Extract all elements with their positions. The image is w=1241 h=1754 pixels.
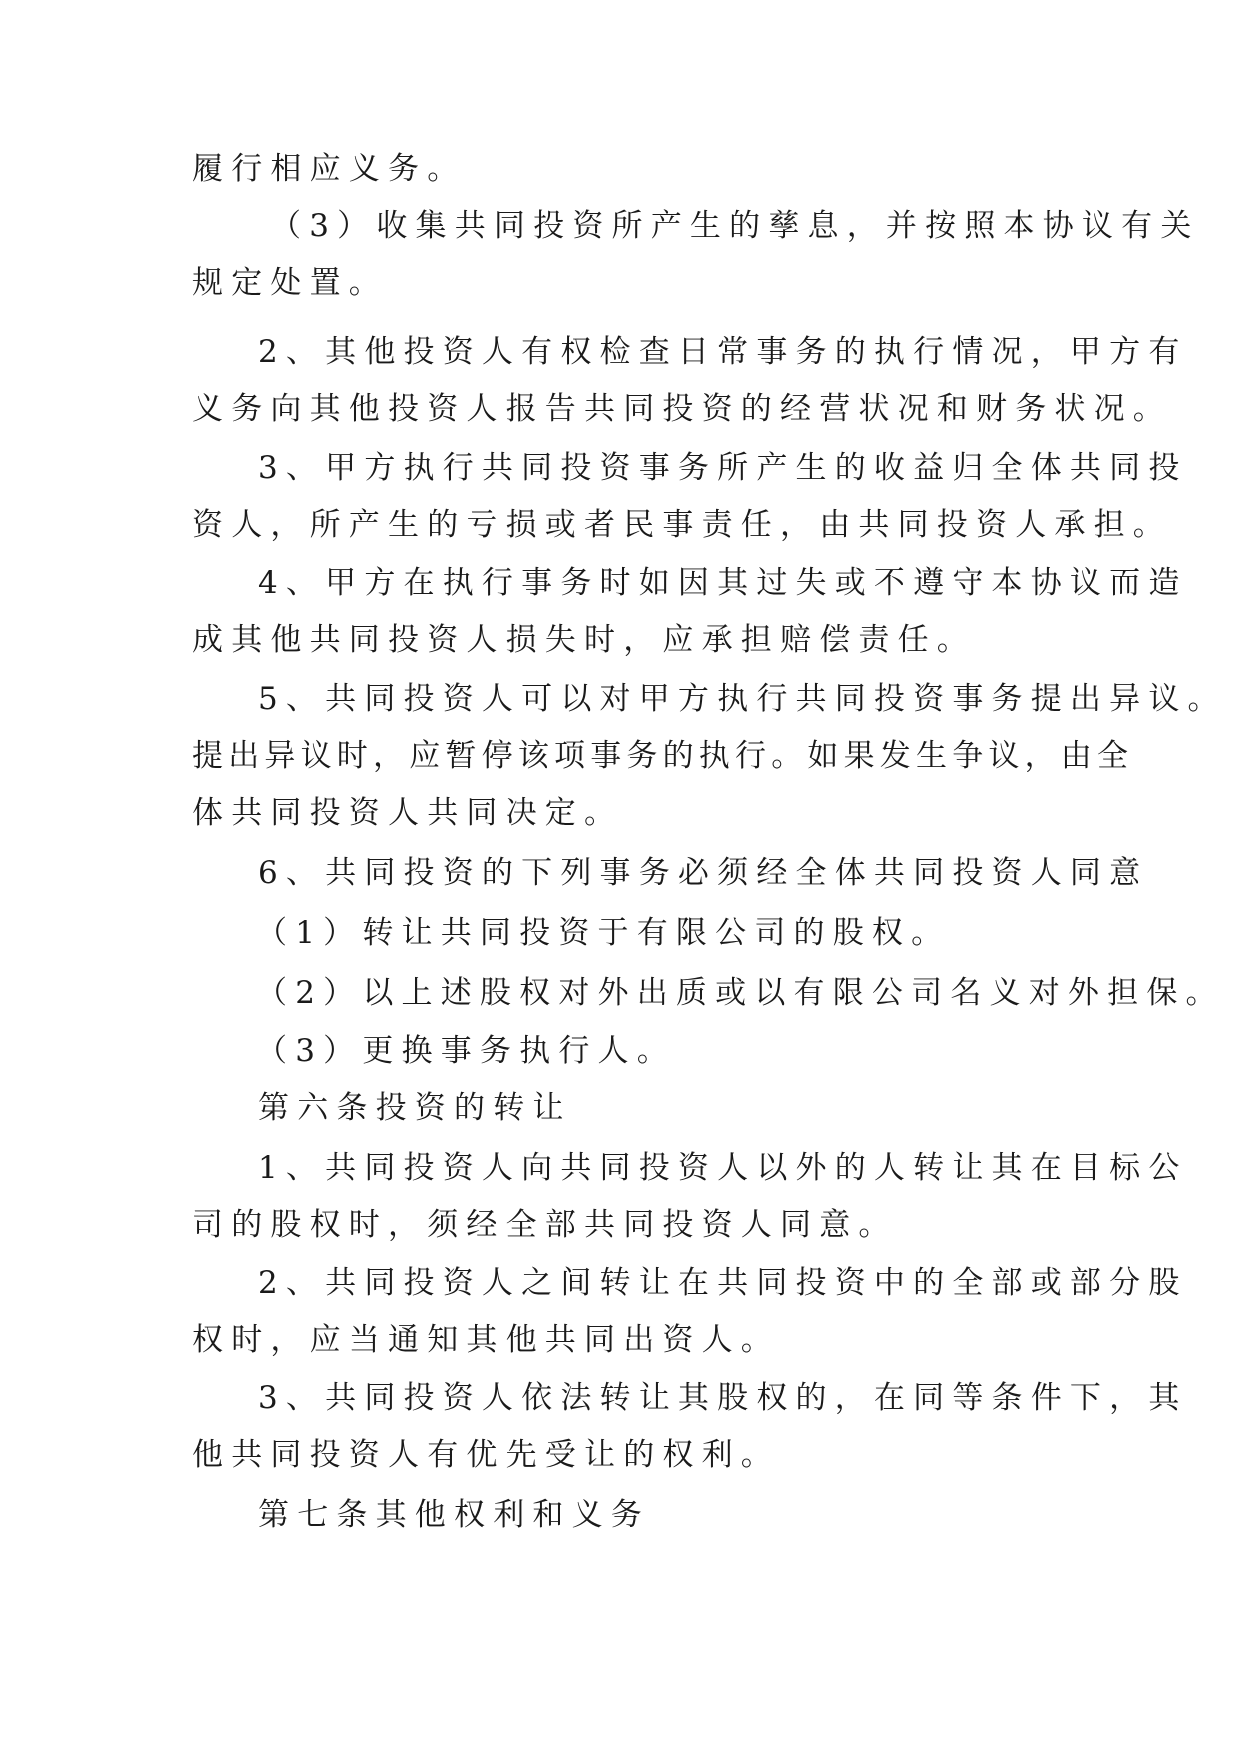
text-line: （1）转让共同投资于有限公司的股权。: [256, 915, 951, 951]
text-line: 成其他共同投资人损失时，应承担赔偿责任。: [192, 622, 976, 658]
text-line: 6、共同投资的下列事务必须经全体共同投资人同意: [258, 855, 1149, 891]
text-line: 3、共同投资人依法转让其股权的，在同等条件下，其: [258, 1380, 1188, 1416]
text-line: （2）以上述股权对外出质或以有限公司名义对外担保。: [256, 975, 1225, 1011]
text-line: （3）收集共同投资所产生的孳息，并按照本协议有关: [270, 208, 1200, 244]
section-heading: 第七条其他权利和义务: [258, 1497, 650, 1533]
section-heading: 第六条投资的转让: [258, 1090, 572, 1126]
text-line: 3、甲方执行共同投资事务所产生的收益归全体共同投: [258, 450, 1188, 486]
text-line: 他共同投资人有优先受让的权利。: [192, 1437, 780, 1473]
text-line: 5、共同投资人可以对甲方执行共同投资事务提出异议。: [258, 681, 1227, 717]
text-line: 资人，所产生的亏损或者民事责任，由共同投资人承担。: [192, 507, 1172, 543]
text-line: 权时，应当通知其他共同出资人。: [192, 1322, 780, 1358]
text-line: 2、其他投资人有权检查日常事务的执行情况，甲方有: [258, 334, 1188, 370]
text-line: 司的股权时，须经全部共同投资人同意。: [192, 1207, 898, 1243]
text-line: 提出异议时，应暂停该项事务的执行。如果发生争议，由全: [192, 738, 1134, 774]
text-line: 2、共同投资人之间转让在共同投资中的全部或部分股: [258, 1265, 1188, 1301]
text-line: 义务向其他投资人报告共同投资的经营状况和财务状况。: [192, 391, 1172, 427]
text-line: 体共同投资人共同决定。: [192, 795, 624, 831]
text-line: 规定处置。: [192, 265, 388, 301]
text-line: 4、甲方在执行事务时如因其过失或不遵守本协议而造: [258, 565, 1188, 601]
text-line: 1、共同投资人向共同投资人以外的人转让其在目标公: [258, 1150, 1188, 1186]
text-line: （3）更换事务执行人。: [256, 1033, 676, 1069]
text-line: 履行相应义务。: [192, 151, 467, 187]
